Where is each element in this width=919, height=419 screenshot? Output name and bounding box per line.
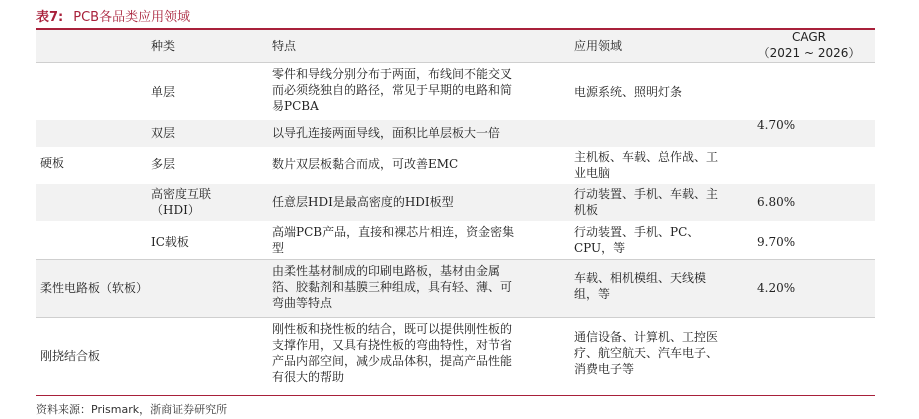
application-line: 主机板、车载、总作战、工 (574, 150, 719, 164)
type-line: （HDI） (151, 203, 200, 217)
type-double-layer: 双层 (151, 126, 176, 140)
feature-line: 高端PCB产品，直接和裸芯片相连，资金密集 (272, 225, 515, 239)
feature-flex (272, 263, 512, 311)
application-line: 车载、相机模组、天线模 (574, 271, 707, 285)
rule-after-flex (36, 317, 875, 318)
feature-line: 刚性板和挠性板的结合，既可以提供刚性板的 (272, 322, 513, 336)
cagr-ic-substrate: 9.70% (757, 235, 796, 249)
feature-line: 易PCBA (272, 99, 319, 113)
feature-line: 零件和导线分别分布于两面，布线间不能交叉 (272, 67, 513, 81)
feature-double-layer: 以导孔连接两面导线，面积比单层板大一倍 (272, 126, 501, 140)
header-cagr-label: CAGR (791, 30, 826, 44)
group-hard-board: 硬板 (40, 156, 65, 170)
feature-line: 型 (272, 241, 285, 255)
bottom-rule (36, 395, 875, 396)
header-cagr-period: （2021 ~ 2026） (757, 46, 861, 60)
application-ic-substrate (574, 224, 699, 256)
application-single-layer: 电源系统、照明灯条 (574, 85, 683, 99)
application-multi-layer (574, 149, 718, 181)
application-line: CPU，等 (574, 241, 626, 255)
type-single-layer: 单层 (151, 85, 176, 99)
feature-line: 产品内部空间，减少成品体积，提高产品性能 (272, 354, 513, 368)
application-hdi (574, 186, 718, 218)
feature-line: 有很大的帮助 (272, 370, 345, 384)
group-rigid-flex-board: 刚挠结合板 (40, 349, 101, 363)
application-line: 组，等 (574, 287, 611, 301)
feature-line: 支撑作用，又具有挠性板的弯曲特性，对节省 (272, 338, 513, 352)
application-rigid-flex (574, 329, 718, 377)
feature-line: 而必须绕独自的路径，常见于早期的电路和简 (272, 83, 513, 97)
application-line: 通信设备、计算机、工控医 (574, 330, 719, 344)
feature-line: 由柔性基材制成的印刷电路板，基材由金属 (272, 264, 501, 278)
header-application: 应用领域 (574, 39, 623, 53)
header-category: 种类 (151, 39, 176, 53)
group-flex-board: 柔性电路板（软板） (40, 281, 149, 295)
table-title (36, 6, 190, 25)
feature-single-layer (272, 66, 512, 114)
feature-multi-layer: 数片双层板黏合而成，可改善EMC (272, 157, 459, 171)
type-line: 高密度互联 (151, 187, 212, 201)
application-line: 机板 (574, 203, 599, 217)
type-multi-layer: 多层 (151, 157, 176, 171)
feature-rigid-flex (272, 321, 512, 385)
application-line: 疗、航空航天、汽车电子、 (574, 346, 719, 360)
table-number: 表7: (36, 10, 64, 25)
application-line: 业电脑 (574, 166, 611, 180)
rule-after-hard (36, 259, 875, 260)
header-cagr (754, 29, 864, 61)
type-hdi (151, 186, 211, 218)
application-line: 行动装置、手机、PC、 (574, 225, 700, 239)
application-flex (574, 270, 706, 302)
table-title-text: PCB各品类应用领域 (73, 10, 191, 25)
type-ic-substrate: IC载板 (151, 235, 189, 249)
header-feature: 特点 (272, 39, 297, 53)
application-line: 行动装置、手机、车载、主 (574, 187, 719, 201)
cagr-shared: 4.70% (757, 118, 796, 132)
rule-after-header (36, 62, 875, 63)
feature-line: 弯曲等特点 (272, 296, 333, 310)
feature-ic-substrate (272, 224, 514, 256)
cagr-hdi: 6.80% (757, 195, 796, 209)
application-line: 消费电子等 (574, 362, 635, 376)
feature-hdi: 任意层HDI是最高密度的HDI板型 (272, 195, 454, 209)
cagr-flex: 4.20% (757, 281, 796, 295)
feature-line: 箔、胶黏剂和基膜三种组成，具有轻、薄、可 (272, 280, 513, 294)
source-note: 资料来源：Prismark，浙商证券研究所 (36, 403, 228, 416)
